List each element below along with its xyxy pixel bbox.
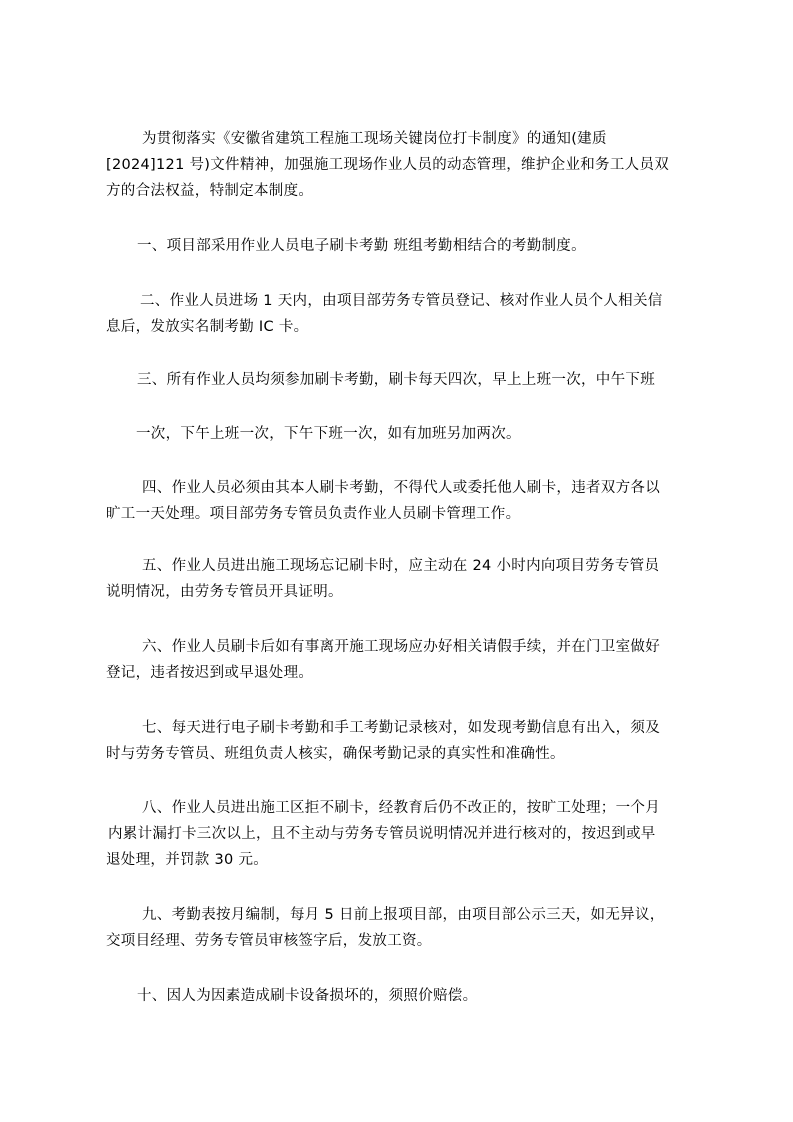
text-line: 说明情况，由劳务专管员开具证明。 [106,584,343,600]
text-line: 为贯彻落实《安徽省建筑工程施工现场关键岗位打卡制度》的通知(建质 [142,131,607,147]
clause-4-paragraph [106,475,706,527]
clause-2-paragraph [106,288,706,340]
text-line: 息后，发放实名制考勤 IC 卡。 [106,319,309,335]
text-line: 九、考勤表按月编制，每月 5 日前上报项目部，由项目部公示三天，如无异议， [142,907,665,923]
text-line: 八、作业人员进出施工区拒不刷卡，经教育后仍不改正的，按旷工处理；一个月 [142,800,660,816]
text-line: 二、作业人员进场 1 天内，由项目部劳务专管员登记、核对作业人员个人相关信 [140,293,663,309]
text-line: 内累计漏打卡三次以上，且不主动与劳务专管员说明情况并进行核对的，按迟到或早 [108,826,656,842]
text-line: 交项目经理、劳务专管员审核签字后，发放工资。 [106,933,432,949]
text-line: 四、作业人员必须由其本人刷卡考勤，不得代人或委托他人刷卡，违者双方各以 [142,480,660,496]
clause-8-paragraph [106,795,706,873]
clause-3-paragraph [106,367,706,393]
text-line: 时与劳务专管员、班组负责人核实，确保考勤记录的真实性和准确性。 [106,746,565,762]
text-line: 一、项目部采用作业人员电子刷卡考勤 班组考勤相结合的考勤制度。 [137,238,586,254]
clause-9-paragraph [106,902,706,954]
text-line: 七、每天进行电子刷卡考勤和手工考勤记录核对，如发现考勤信息有出入，须及 [142,720,660,736]
clause-6-paragraph [106,634,706,686]
text-line: 五、作业人员进出施工现场忘记刷卡时，应主动在 24 小时内向项目劳务专管员 [142,558,660,574]
text-line: 旷工一天处理。项目部劳务专管员负责作业人员刷卡管理工作。 [106,506,521,522]
text-line: 十、因人为因素造成刷卡设备损坏的，须照价赔偿。 [137,988,478,1004]
text-line: 登记，违者按迟到或早退处理。 [106,665,314,681]
text-line: 方的合法权益，特制定本制度。 [106,183,314,199]
clause-7-paragraph [106,715,706,767]
text-line: 退处理，并罚款 30 元。 [106,852,269,868]
text-line: 一次，下午上班一次，下午下班一次，如有加班另加两次。 [136,426,521,442]
text-line: 六、作业人员刷卡后如有事离开施工现场应办好相关请假手续，并在门卫室做好 [142,639,660,655]
text-line: [2024]121 号)文件精神，加强施工现场作业人员的动态管理，维护企业和务工人员双 [106,157,670,173]
clause-10-paragraph [106,983,706,1009]
clause-1-paragraph [106,233,706,259]
preamble-paragraph [106,126,706,204]
text-line: 三、所有作业人员均须参加刷卡考勤，刷卡每天四次，早上上班一次，中午下班 [137,372,655,388]
clause-5-paragraph [106,553,706,605]
clause-3-continuation [106,421,706,447]
